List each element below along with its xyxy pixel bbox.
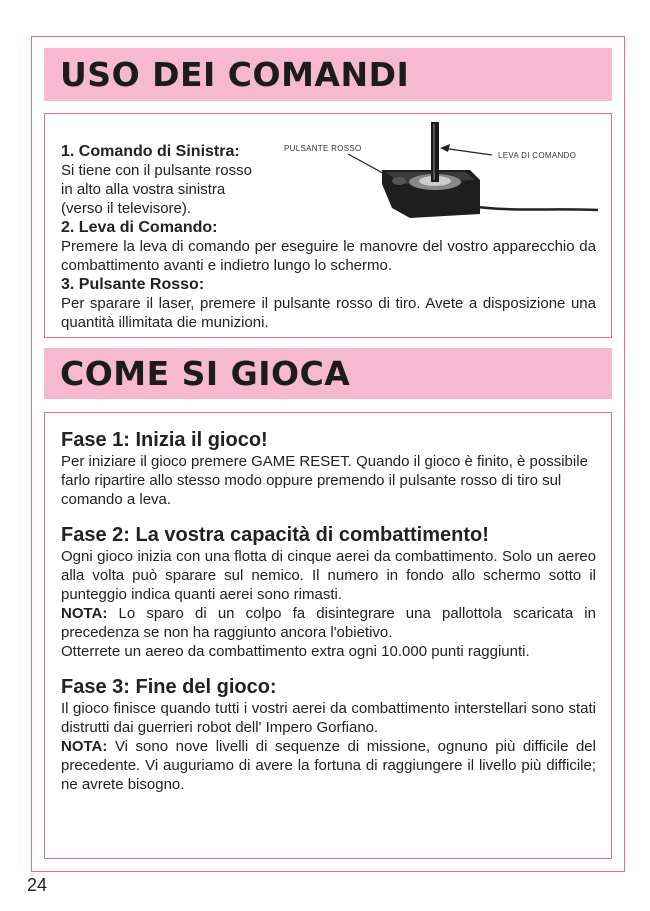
item-left-controller-line: in alto alla vostra sinistra (61, 181, 226, 198)
phase-text: Per iniziare il gioco premere GAME RESET. Quando il gioco è finito, è possibile farlo ripartire allo stesso modo oppure premendo il pulsante rosso di tiro sul comando a leva. (61, 453, 588, 508)
phase-3 (61, 675, 596, 794)
section-heading-gameplay (44, 348, 612, 399)
phase-extra: Otterrete un aereo da combattimento extra ogni 10.000 punti raggiunti. (61, 643, 530, 660)
section-heading-controls (44, 48, 612, 101)
phase-note (61, 737, 596, 794)
item-red-button-title: 3. Pulsante Rosso: (61, 276, 205, 293)
phase-1 (61, 428, 596, 509)
label-lever: LEVA DI COMANDO (498, 151, 577, 160)
gameplay-content (61, 428, 596, 808)
phase-text: Ogni gioco inizia con una flotta di cinque aerei da combattimento. Solo un aereo alla volta può sparare sul nemico. Il numero in fondo allo schermo sotto il punteggio indica quanti aerei sono rimasti. (61, 548, 596, 603)
note-label: NOTA: (61, 738, 108, 755)
controls-heading: USO DEI COMANDI (60, 55, 410, 94)
phase-title: Fase 2: La vostra capacità di combattimento! (61, 524, 489, 546)
note-text: Lo sparo di un colpo fa disintegrare una pallottola scaricata in precedenza se non ha raggiunto ancora l'obietivo. (61, 605, 596, 641)
note-text: Vi sono nove livelli di sequenze di missione, ognuno più difficile del precedente. Vi auguriamo di avere la fortuna di raggiungere il livello più difficile; ne avrete bisogno. (61, 738, 596, 793)
gameplay-heading: COME SI GIOCA (60, 354, 351, 393)
controls-content (61, 142, 596, 332)
label-red-button: PULSANTE ROSSO (284, 144, 362, 153)
item-left-controller-title: 1. Comando di Sinistra: (61, 143, 240, 160)
phase-2 (61, 523, 596, 661)
page-number: 24 (27, 875, 48, 895)
item-red-button-text: Per sparare il laser, premere il pulsante rosso di tiro. Avete a disposizione una quantità illimitata die munizioni. (61, 295, 596, 331)
item-lever-text: Premere la leva di comando per eseguire le manovre del vostro apparecchio da combattimento avanti e indietro lungo lo schermo. (61, 238, 596, 274)
phase-title: Fase 1: Inizia il gioco! (61, 429, 268, 451)
phase-note (61, 604, 596, 642)
phase-title: Fase 3: Fine del gioco: (61, 676, 277, 698)
note-label: NOTA: (61, 605, 108, 622)
item-lever-title: 2. Leva di Comando: (61, 219, 218, 236)
phase-text: Il gioco finisce quando tutti i vostri aerei da combattimento interstellari sono stati distrutti dai guerrieri robot dell' Impero Gorfiano. (61, 700, 596, 736)
item-left-controller-line: Si tiene con il pulsante rosso (61, 162, 252, 179)
item-left-controller-line: (verso il televisore). (61, 200, 192, 217)
